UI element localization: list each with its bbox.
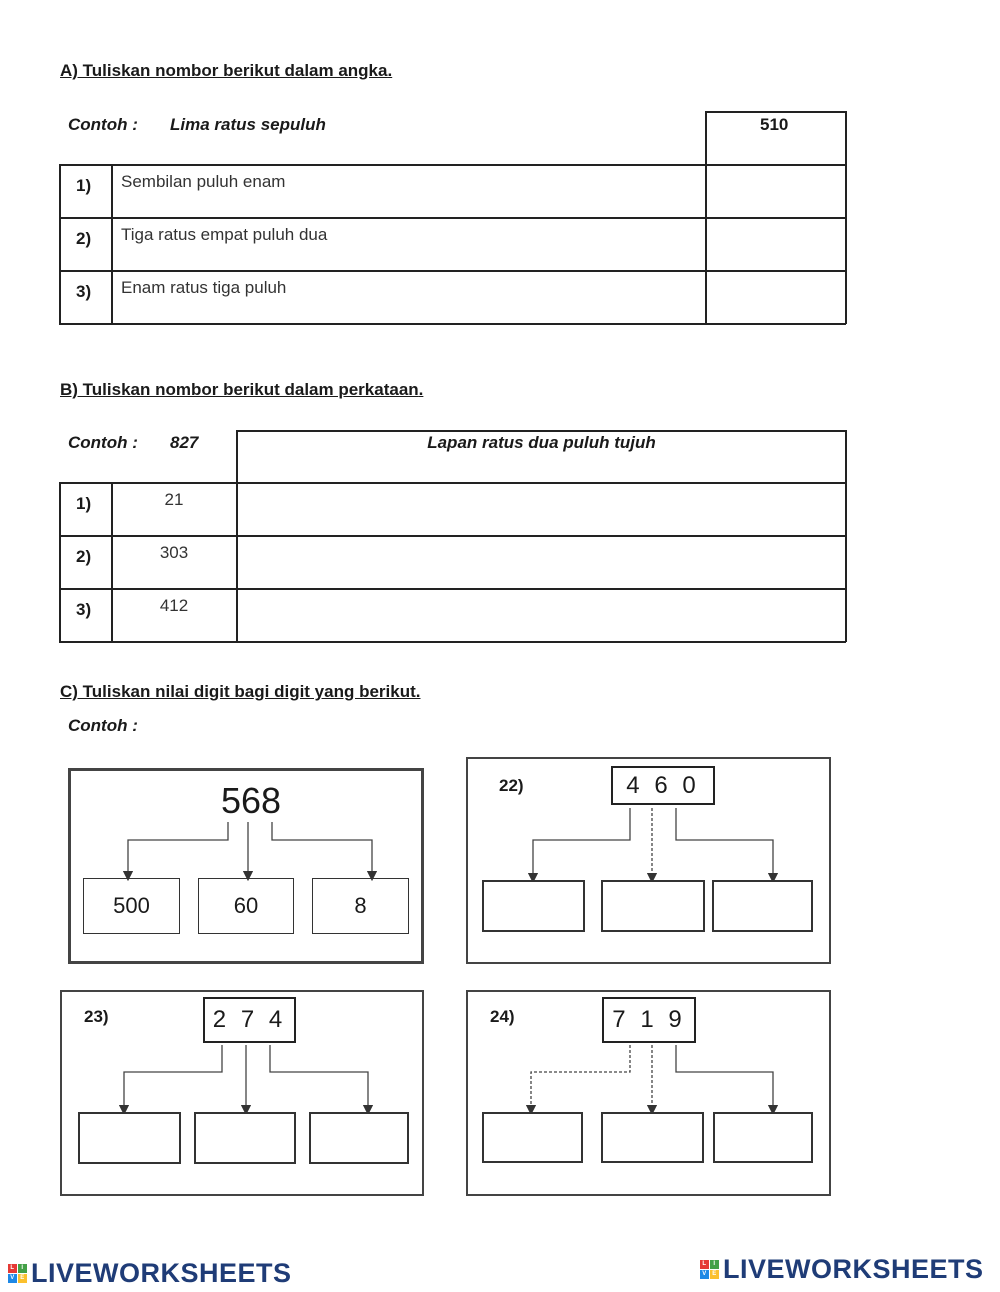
question-22-number: 4 6 0	[611, 766, 715, 805]
section-a-row-1-num: 1)	[76, 176, 92, 195]
section-b-row-1-value: 21	[164, 490, 184, 509]
question-24-tens-input[interactable]	[601, 1112, 704, 1163]
section-b-row-3-num: 3)	[76, 600, 92, 619]
question-22-hundreds-input[interactable]	[482, 880, 585, 932]
section-b-example-number: 827	[170, 433, 199, 452]
section-b-heading-text: B) Tuliskan nombor berikut dalam perkataan	[60, 380, 419, 399]
question-22-ones-input[interactable]	[712, 880, 813, 932]
question-23-tens-input[interactable]	[194, 1112, 296, 1164]
question-23-number: 2 7 4	[203, 997, 296, 1043]
logo-tile: E	[18, 1274, 27, 1283]
section-a-row-3-num: 3)	[76, 282, 92, 301]
question-22-tens-input[interactable]	[601, 880, 705, 932]
section-c-example-label: Contoh :	[68, 716, 138, 735]
section-a-row-2-text: Tiga ratus empat puluh dua	[121, 225, 328, 244]
section-b-example-answer: Lapan ratus dua puluh tujuh	[427, 433, 656, 452]
section-a-row-2-num: 2)	[76, 229, 92, 248]
question-24-number: 7 1 9	[602, 997, 696, 1043]
section-a-example-answer: 510	[760, 115, 789, 134]
question-23-hundreds-input[interactable]	[78, 1112, 181, 1164]
liveworksheets-logo-right	[700, 1254, 984, 1285]
section-b-row-2-value: 303	[159, 543, 189, 562]
question-24-label: 24)	[490, 1007, 515, 1026]
question-24-hundreds-input[interactable]	[482, 1112, 583, 1163]
logo-text: LIVEWORKSHEETS	[723, 1254, 984, 1284]
section-a-row-3-text: Enam ratus tiga puluh	[121, 278, 287, 297]
section-b-example-label: Contoh :	[68, 433, 138, 452]
section-a-row-1-text: Sembilan puluh enam	[121, 172, 286, 191]
section-a-heading: A) Tuliskan nombor berikut dalam angka.	[60, 61, 393, 80]
section-a-example-label: Contoh :	[68, 115, 138, 134]
section-b-row-2-num: 2)	[76, 547, 92, 566]
section-b-heading: B) Tuliskan nombor berikut dalam perkataan.	[60, 380, 424, 399]
question-23-ones-input[interactable]	[309, 1112, 409, 1164]
logo-tile: L	[700, 1260, 709, 1269]
logo-text: LIVEWORKSHEETS	[31, 1258, 292, 1288]
logo-tile: I	[710, 1260, 719, 1269]
question-22-label: 22)	[499, 776, 524, 795]
logo-tiles-icon	[700, 1260, 719, 1279]
logo-tile: L	[8, 1264, 17, 1273]
logo-tile: I	[18, 1264, 27, 1273]
section-a-heading-text: A) Tuliskan nombor berikut dalam angka	[60, 61, 388, 80]
logo-tile: V	[700, 1270, 709, 1279]
example-number: 568	[220, 780, 282, 821]
example-tens-box: 60	[198, 878, 294, 934]
section-b-row-3-value: 412	[159, 596, 189, 615]
liveworksheets-logo-left	[8, 1258, 292, 1289]
section-b-row-1-num: 1)	[76, 494, 92, 513]
logo-tile: E	[710, 1270, 719, 1279]
logo-tiles-icon	[8, 1264, 27, 1283]
question-24-ones-input[interactable]	[713, 1112, 813, 1163]
section-a-example-words: Lima ratus sepuluh	[170, 115, 326, 134]
logo-tile: V	[8, 1274, 17, 1283]
question-23-label: 23)	[84, 1007, 109, 1026]
example-ones-box: 8	[312, 878, 409, 934]
section-c-heading: C) Tuliskan nilai digit bagi digit yang berikut.	[60, 682, 421, 701]
example-hundreds-box: 500	[83, 878, 180, 934]
